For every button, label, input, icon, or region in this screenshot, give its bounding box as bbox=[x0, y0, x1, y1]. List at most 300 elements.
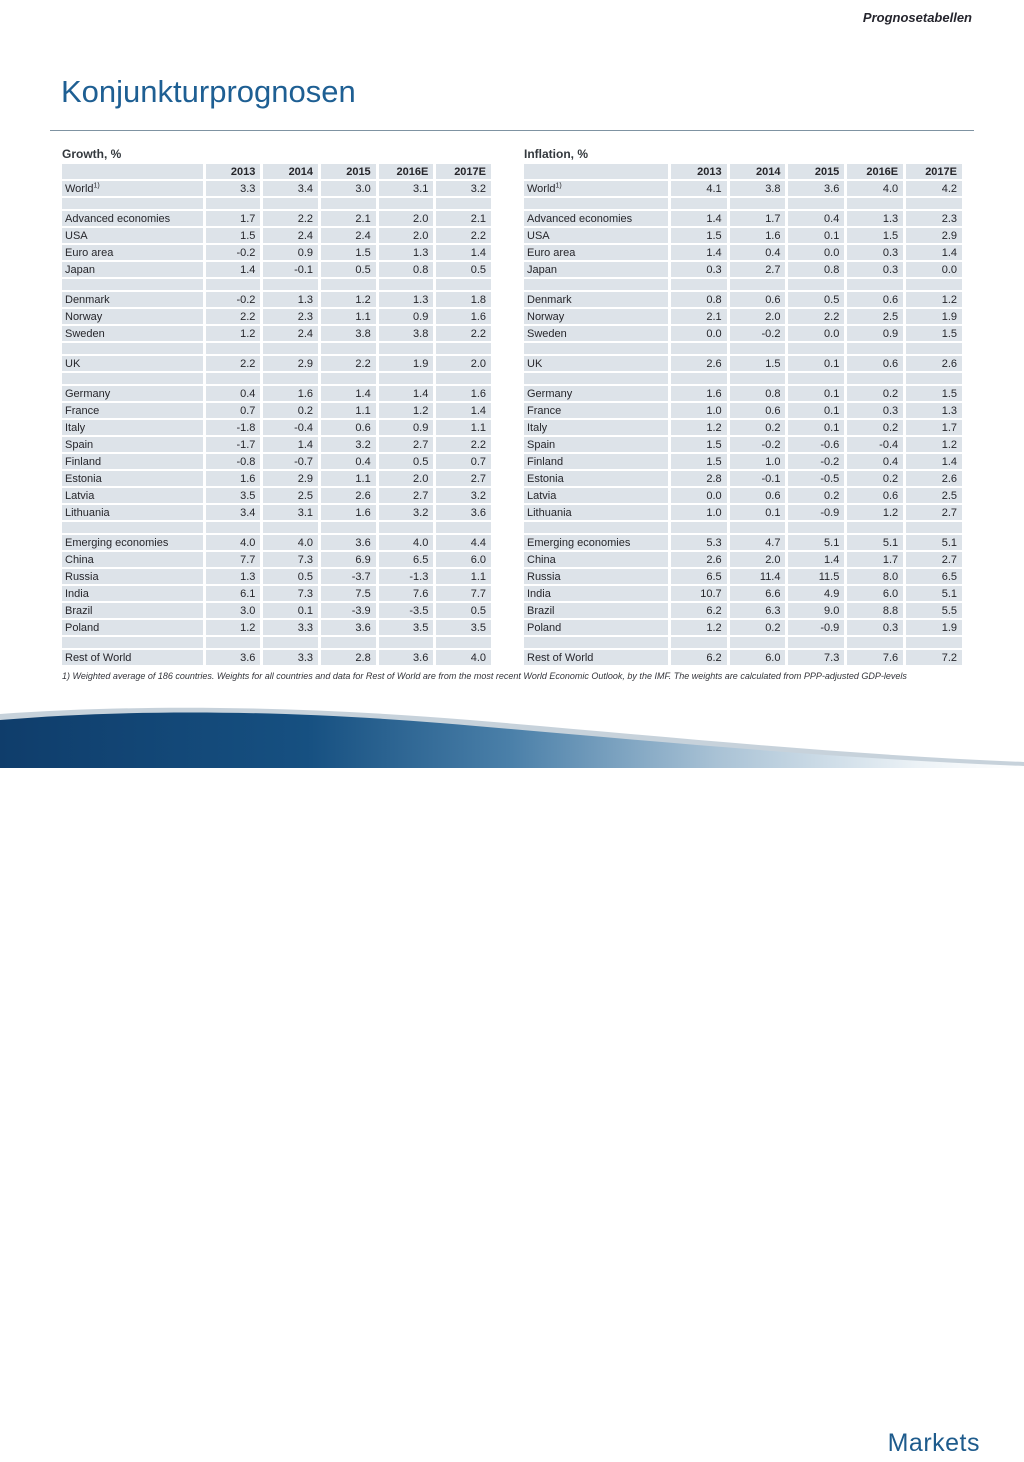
row-label: Japan bbox=[524, 262, 668, 277]
spacer-cell bbox=[671, 279, 727, 290]
nordea-logo-text: Nordea bbox=[42, 1436, 111, 1458]
year-column-header: 2016E bbox=[847, 164, 903, 179]
spacer-cell bbox=[379, 522, 434, 533]
empty-header-cell bbox=[524, 164, 668, 179]
value-cell: -3.9 bbox=[321, 603, 376, 618]
value-cell: 5.1 bbox=[906, 535, 962, 550]
row-label: USA bbox=[62, 228, 203, 243]
table-row bbox=[62, 245, 491, 260]
value-cell: 1.8 bbox=[436, 292, 491, 307]
table-row bbox=[62, 309, 491, 324]
spacer-cell bbox=[730, 198, 786, 209]
table-row bbox=[524, 292, 962, 307]
value-cell: 1.5 bbox=[671, 454, 727, 469]
value-cell: 4.4 bbox=[436, 535, 491, 550]
value-cell: 7.3 bbox=[263, 586, 318, 601]
table-row bbox=[524, 211, 962, 226]
spacer-cell bbox=[671, 343, 727, 354]
row-label: Poland bbox=[62, 620, 203, 635]
value-cell: 2.3 bbox=[263, 309, 318, 324]
value-cell: 3.8 bbox=[730, 181, 786, 196]
table-row bbox=[524, 262, 962, 277]
value-cell: 1.2 bbox=[671, 620, 727, 635]
value-cell: -0.4 bbox=[847, 437, 903, 452]
spacer-cell bbox=[62, 198, 203, 209]
row-label: Finland bbox=[524, 454, 668, 469]
value-cell: 0.2 bbox=[847, 471, 903, 486]
table-row bbox=[62, 403, 491, 418]
value-cell: 1.5 bbox=[730, 356, 786, 371]
value-cell: 0.1 bbox=[788, 420, 844, 435]
row-label: Advanced economies bbox=[62, 211, 203, 226]
spacer-cell bbox=[436, 279, 491, 290]
value-cell: 6.0 bbox=[730, 650, 786, 665]
value-cell: 1.3 bbox=[906, 403, 962, 418]
value-cell: -0.7 bbox=[263, 454, 318, 469]
value-cell: 4.0 bbox=[206, 535, 261, 550]
row-label: Russia bbox=[62, 569, 203, 584]
value-cell: 1.2 bbox=[906, 437, 962, 452]
value-cell: 1.4 bbox=[906, 245, 962, 260]
value-cell: 7.3 bbox=[263, 552, 318, 567]
value-cell: 8.8 bbox=[847, 603, 903, 618]
value-cell: 0.3 bbox=[847, 245, 903, 260]
spacer-cell bbox=[847, 343, 903, 354]
spacer-cell bbox=[206, 279, 261, 290]
inflation-table-title: Inflation, % bbox=[524, 147, 588, 161]
table-row bbox=[524, 488, 962, 503]
table-row bbox=[62, 292, 491, 307]
value-cell: 0.5 bbox=[436, 603, 491, 618]
table-row bbox=[62, 454, 491, 469]
table-row bbox=[62, 620, 491, 635]
spacer-cell bbox=[906, 198, 962, 209]
value-cell: 2.4 bbox=[263, 326, 318, 341]
value-cell: 9.0 bbox=[788, 603, 844, 618]
value-cell: 3.4 bbox=[206, 505, 261, 520]
value-cell: 3.8 bbox=[321, 326, 376, 341]
value-cell: 0.1 bbox=[730, 505, 786, 520]
table-row bbox=[524, 620, 962, 635]
value-cell: 1.1 bbox=[321, 471, 376, 486]
value-cell: 6.0 bbox=[847, 586, 903, 601]
value-cell: 3.8 bbox=[379, 326, 434, 341]
value-cell: 1.6 bbox=[206, 471, 261, 486]
table-row bbox=[62, 228, 491, 243]
value-cell: 0.3 bbox=[671, 262, 727, 277]
spacer-cell bbox=[671, 522, 727, 533]
spacer-cell bbox=[524, 198, 668, 209]
value-cell: 0.7 bbox=[436, 454, 491, 469]
value-cell: 3.5 bbox=[379, 620, 434, 635]
table-row bbox=[524, 603, 962, 618]
value-cell: 6.5 bbox=[379, 552, 434, 567]
value-cell: 0.3 bbox=[847, 262, 903, 277]
year-column-header: 2013 bbox=[206, 164, 261, 179]
year-column-header: 2015 bbox=[321, 164, 376, 179]
value-cell: 3.6 bbox=[436, 505, 491, 520]
row-label: Rest of World bbox=[62, 650, 203, 665]
value-cell: 2.9 bbox=[263, 356, 318, 371]
value-cell: 2.9 bbox=[906, 228, 962, 243]
spacer-cell bbox=[206, 637, 261, 648]
value-cell: 1.6 bbox=[730, 228, 786, 243]
table-row bbox=[62, 535, 491, 550]
spacer-row bbox=[62, 198, 491, 209]
table-row bbox=[62, 488, 491, 503]
value-cell: 3.4 bbox=[263, 181, 318, 196]
value-cell: 10.7 bbox=[671, 586, 727, 601]
value-cell: 1.4 bbox=[321, 386, 376, 401]
spacer-cell bbox=[379, 279, 434, 290]
value-cell: 0.2 bbox=[730, 420, 786, 435]
value-cell: 3.6 bbox=[379, 650, 434, 665]
spacer-cell bbox=[321, 343, 376, 354]
footnote-marker: 1) bbox=[93, 181, 100, 189]
value-cell: 2.7 bbox=[436, 471, 491, 486]
value-cell: 1.5 bbox=[671, 228, 727, 243]
inflation-table-section bbox=[524, 147, 968, 667]
value-cell: 6.0 bbox=[436, 552, 491, 567]
value-cell: 7.2 bbox=[906, 650, 962, 665]
value-cell: 1.4 bbox=[379, 386, 434, 401]
value-cell: 2.6 bbox=[906, 471, 962, 486]
value-cell: 1.5 bbox=[206, 228, 261, 243]
value-cell: 1.3 bbox=[847, 211, 903, 226]
spacer-row bbox=[524, 343, 962, 354]
value-cell: 2.1 bbox=[321, 211, 376, 226]
inflation-data-table bbox=[521, 162, 965, 667]
row-label: Euro area bbox=[524, 245, 668, 260]
value-cell: -0.2 bbox=[730, 326, 786, 341]
year-column-header: 2017E bbox=[906, 164, 962, 179]
value-cell: 2.7 bbox=[730, 262, 786, 277]
value-cell: 2.2 bbox=[436, 326, 491, 341]
spacer-cell bbox=[730, 279, 786, 290]
spacer-cell bbox=[730, 637, 786, 648]
row-label: Lithuania bbox=[524, 505, 668, 520]
value-cell: -1.7 bbox=[206, 437, 261, 452]
value-cell: 1.0 bbox=[671, 505, 727, 520]
value-cell: 3.3 bbox=[206, 181, 261, 196]
value-cell: 3.2 bbox=[436, 181, 491, 196]
table-row bbox=[62, 356, 491, 371]
year-column-header: 2015 bbox=[788, 164, 844, 179]
value-cell: 0.8 bbox=[671, 292, 727, 307]
value-cell: 4.0 bbox=[379, 535, 434, 550]
footnote-marker: 1) bbox=[555, 181, 562, 189]
spacer-cell bbox=[206, 522, 261, 533]
value-cell: 1.5 bbox=[671, 437, 727, 452]
spacer-cell bbox=[436, 522, 491, 533]
value-cell: -0.9 bbox=[788, 505, 844, 520]
value-cell: 4.7 bbox=[730, 535, 786, 550]
spacer-row bbox=[62, 637, 491, 648]
spacer-cell bbox=[524, 343, 668, 354]
table-row bbox=[524, 437, 962, 452]
spacer-cell bbox=[906, 279, 962, 290]
value-cell: 1.4 bbox=[788, 552, 844, 567]
spacer-cell bbox=[788, 637, 844, 648]
table-row bbox=[524, 569, 962, 584]
table-row bbox=[524, 356, 962, 371]
value-cell: 2.6 bbox=[671, 356, 727, 371]
value-cell: 0.6 bbox=[321, 420, 376, 435]
value-cell: -0.8 bbox=[206, 454, 261, 469]
row-label: France bbox=[62, 403, 203, 418]
value-cell: 11.5 bbox=[788, 569, 844, 584]
row-label: France bbox=[524, 403, 668, 418]
value-cell: 2.7 bbox=[906, 505, 962, 520]
value-cell: 3.6 bbox=[206, 650, 261, 665]
footer-wave bbox=[0, 700, 1024, 1458]
spacer-cell bbox=[524, 637, 668, 648]
value-cell: 3.1 bbox=[379, 181, 434, 196]
value-cell: 3.0 bbox=[321, 181, 376, 196]
table-row bbox=[524, 535, 962, 550]
value-cell: 2.1 bbox=[671, 309, 727, 324]
spacer-cell bbox=[671, 198, 727, 209]
table-row bbox=[524, 181, 962, 196]
year-column-header: 2013 bbox=[671, 164, 727, 179]
value-cell: 7.6 bbox=[379, 586, 434, 601]
value-cell: 1.4 bbox=[263, 437, 318, 452]
row-label: Sweden bbox=[62, 326, 203, 341]
table-row bbox=[62, 211, 491, 226]
value-cell: 6.2 bbox=[671, 650, 727, 665]
value-cell: 0.3 bbox=[847, 620, 903, 635]
value-cell: 4.9 bbox=[788, 586, 844, 601]
value-cell: -1.3 bbox=[379, 569, 434, 584]
spacer-cell bbox=[788, 343, 844, 354]
value-cell: 3.1 bbox=[263, 505, 318, 520]
value-cell: -3.5 bbox=[379, 603, 434, 618]
value-cell: 0.5 bbox=[379, 454, 434, 469]
value-cell: 2.2 bbox=[206, 356, 261, 371]
value-cell: 2.7 bbox=[906, 552, 962, 567]
value-cell: -0.9 bbox=[788, 620, 844, 635]
value-cell: 2.0 bbox=[436, 356, 491, 371]
table-row bbox=[524, 552, 962, 567]
spacer-cell bbox=[321, 522, 376, 533]
value-cell: 0.0 bbox=[788, 245, 844, 260]
value-cell: 1.9 bbox=[906, 309, 962, 324]
spacer-cell bbox=[671, 373, 727, 384]
spacer-cell bbox=[62, 637, 203, 648]
spacer-cell bbox=[788, 279, 844, 290]
value-cell: 3.2 bbox=[379, 505, 434, 520]
value-cell: 1.6 bbox=[321, 505, 376, 520]
year-column-header: 2016E bbox=[379, 164, 434, 179]
row-label: China bbox=[524, 552, 668, 567]
spacer-cell bbox=[730, 522, 786, 533]
value-cell: 3.2 bbox=[321, 437, 376, 452]
value-cell: 0.1 bbox=[263, 603, 318, 618]
spacer-cell bbox=[436, 343, 491, 354]
value-cell: 1.4 bbox=[671, 211, 727, 226]
value-cell: 1.2 bbox=[671, 420, 727, 435]
spacer-cell bbox=[436, 637, 491, 648]
value-cell: 0.2 bbox=[730, 620, 786, 635]
value-cell: 6.1 bbox=[206, 586, 261, 601]
value-cell: 0.6 bbox=[847, 488, 903, 503]
value-cell: -0.5 bbox=[788, 471, 844, 486]
value-cell: 1.0 bbox=[730, 454, 786, 469]
spacer-cell bbox=[62, 343, 203, 354]
value-cell: 1.6 bbox=[436, 386, 491, 401]
spacer-cell bbox=[321, 373, 376, 384]
spacer-row bbox=[62, 373, 491, 384]
value-cell: 1.5 bbox=[906, 386, 962, 401]
spacer-cell bbox=[263, 198, 318, 209]
value-cell: 6.2 bbox=[671, 603, 727, 618]
row-label: Poland bbox=[524, 620, 668, 635]
value-cell: 1.4 bbox=[906, 454, 962, 469]
value-cell: 6.5 bbox=[671, 569, 727, 584]
value-cell: 1.0 bbox=[671, 403, 727, 418]
value-cell: 0.0 bbox=[906, 262, 962, 277]
value-cell: 2.1 bbox=[436, 211, 491, 226]
year-column-header: 2014 bbox=[263, 164, 318, 179]
row-label: Italy bbox=[62, 420, 203, 435]
row-label: Spain bbox=[62, 437, 203, 452]
value-cell: 0.6 bbox=[847, 356, 903, 371]
value-cell: 1.1 bbox=[436, 569, 491, 584]
value-cell: 3.6 bbox=[788, 181, 844, 196]
title-divider bbox=[50, 130, 974, 131]
value-cell: 5.1 bbox=[847, 535, 903, 550]
value-cell: 1.3 bbox=[379, 245, 434, 260]
value-cell: 2.3 bbox=[906, 211, 962, 226]
row-label: USA bbox=[524, 228, 668, 243]
value-cell: -0.1 bbox=[730, 471, 786, 486]
table-row bbox=[62, 650, 491, 665]
table-row bbox=[62, 569, 491, 584]
value-cell: 2.2 bbox=[788, 309, 844, 324]
row-label: Denmark bbox=[62, 292, 203, 307]
row-label: Norway bbox=[62, 309, 203, 324]
spacer-cell bbox=[730, 343, 786, 354]
value-cell: 4.0 bbox=[436, 650, 491, 665]
value-cell: 2.0 bbox=[730, 552, 786, 567]
spacer-cell bbox=[906, 373, 962, 384]
value-cell: 0.1 bbox=[788, 356, 844, 371]
row-label: UK bbox=[524, 356, 668, 371]
spacer-row bbox=[524, 637, 962, 648]
spacer-cell bbox=[788, 198, 844, 209]
spacer-cell bbox=[263, 522, 318, 533]
spacer-cell bbox=[730, 373, 786, 384]
spacer-cell bbox=[62, 373, 203, 384]
value-cell: 1.5 bbox=[321, 245, 376, 260]
spacer-row bbox=[62, 279, 491, 290]
row-label: India bbox=[524, 586, 668, 601]
value-cell: 3.3 bbox=[263, 620, 318, 635]
value-cell: 0.6 bbox=[730, 292, 786, 307]
value-cell: 2.0 bbox=[379, 471, 434, 486]
value-cell: 0.8 bbox=[379, 262, 434, 277]
value-cell: 0.4 bbox=[321, 454, 376, 469]
value-cell: 1.2 bbox=[206, 620, 261, 635]
value-cell: 0.0 bbox=[788, 326, 844, 341]
spacer-row bbox=[524, 198, 962, 209]
growth-data-table bbox=[59, 162, 494, 667]
value-cell: 1.3 bbox=[206, 569, 261, 584]
value-cell: -0.2 bbox=[730, 437, 786, 452]
spacer-cell bbox=[671, 637, 727, 648]
value-cell: 0.4 bbox=[206, 386, 261, 401]
spacer-cell bbox=[321, 198, 376, 209]
brand-markets-label: Markets bbox=[887, 1429, 980, 1457]
value-cell: 2.5 bbox=[263, 488, 318, 503]
value-cell: 1.2 bbox=[906, 292, 962, 307]
row-label: Norway bbox=[524, 309, 668, 324]
table-row bbox=[524, 505, 962, 520]
value-cell: 2.6 bbox=[671, 552, 727, 567]
value-cell: 1.6 bbox=[436, 309, 491, 324]
row-label: Latvia bbox=[524, 488, 668, 503]
value-cell: -0.2 bbox=[788, 454, 844, 469]
value-cell: 1.6 bbox=[263, 386, 318, 401]
value-cell: 1.2 bbox=[206, 326, 261, 341]
value-cell: 2.8 bbox=[671, 471, 727, 486]
footer-wave-graphic bbox=[0, 700, 1024, 768]
value-cell: -1.8 bbox=[206, 420, 261, 435]
row-label: Emerging economies bbox=[524, 535, 668, 550]
value-cell: 6.3 bbox=[730, 603, 786, 618]
value-cell: 0.7 bbox=[206, 403, 261, 418]
value-cell: 3.3 bbox=[263, 650, 318, 665]
value-cell: 8.0 bbox=[847, 569, 903, 584]
value-cell: 0.9 bbox=[379, 309, 434, 324]
value-cell: 1.1 bbox=[321, 309, 376, 324]
table-row bbox=[524, 386, 962, 401]
value-cell: 7.7 bbox=[436, 586, 491, 601]
value-cell: 5.3 bbox=[671, 535, 727, 550]
value-cell: 0.9 bbox=[379, 420, 434, 435]
spacer-cell bbox=[62, 279, 203, 290]
nordea-logo bbox=[40, 1426, 180, 1462]
spacer-cell bbox=[62, 522, 203, 533]
spacer-cell bbox=[206, 343, 261, 354]
value-cell: 2.7 bbox=[379, 488, 434, 503]
value-cell: 3.5 bbox=[436, 620, 491, 635]
table-row bbox=[524, 650, 962, 665]
empty-header-cell bbox=[62, 164, 203, 179]
value-cell: 1.4 bbox=[436, 245, 491, 260]
inflation-years-header-row bbox=[524, 164, 962, 179]
spacer-cell bbox=[847, 637, 903, 648]
value-cell: 1.7 bbox=[847, 552, 903, 567]
value-cell: 0.5 bbox=[436, 262, 491, 277]
value-cell: 1.9 bbox=[906, 620, 962, 635]
value-cell: 0.1 bbox=[788, 386, 844, 401]
footnote: 1) Weighted average of 186 countries. Weights for all countries and data for Rest of World are from the most recent World Economic Outlook, by the IMF. The weights are calculated from PPP-adjusted GDP-levels bbox=[62, 671, 907, 681]
table-row bbox=[524, 586, 962, 601]
row-label: UK bbox=[62, 356, 203, 371]
spacer-cell bbox=[321, 637, 376, 648]
table-row bbox=[62, 437, 491, 452]
value-cell: -0.4 bbox=[263, 420, 318, 435]
spacer-cell bbox=[847, 522, 903, 533]
value-cell: 6.5 bbox=[906, 569, 962, 584]
spacer-row bbox=[62, 522, 491, 533]
spacer-cell bbox=[524, 279, 668, 290]
value-cell: 1.4 bbox=[436, 403, 491, 418]
table-row bbox=[62, 586, 491, 601]
table-row bbox=[62, 181, 491, 196]
table-row bbox=[62, 386, 491, 401]
